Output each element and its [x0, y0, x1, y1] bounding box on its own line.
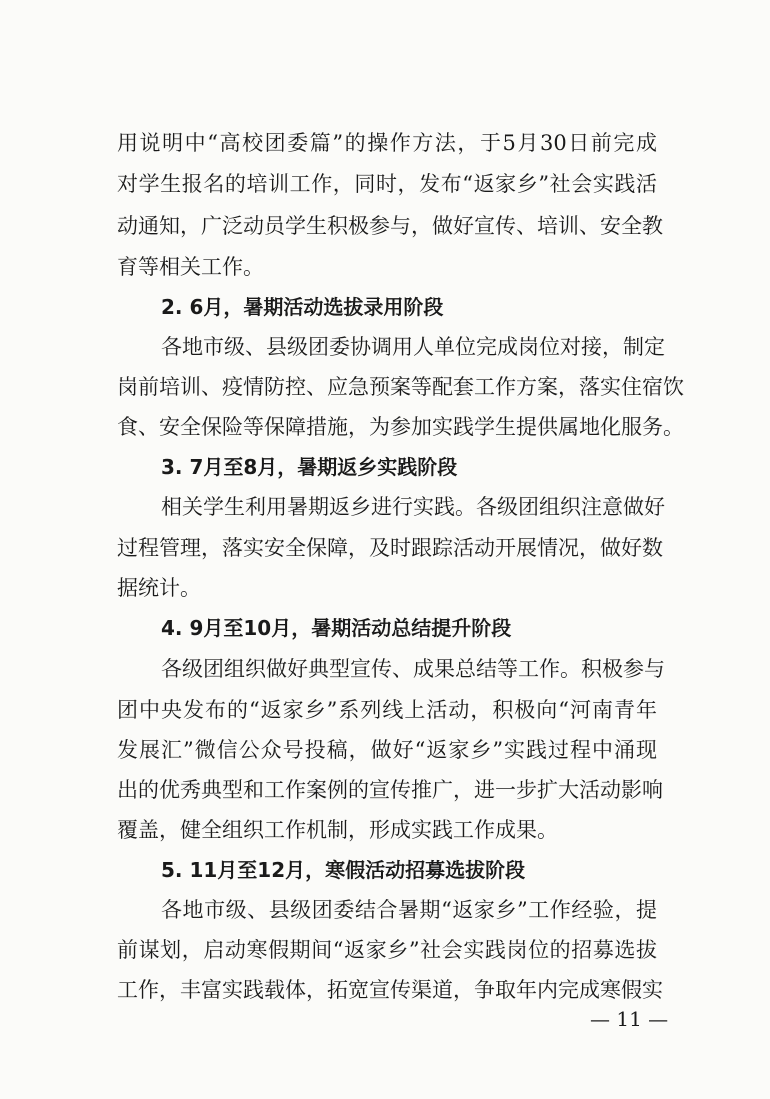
section-heading-3: 3. 7月至8月，暑期返乡实践阶段 [161, 455, 458, 479]
paragraph-line: 各级团组织做好典型宣传、成果总结等工作。积极参与 [161, 657, 665, 681]
paragraph-line: 相关学生利用暑期返乡进行实践。各级团组织注意做好 [161, 495, 665, 519]
paragraph-line: 食、安全保险等保障措施，为参加实践学生提供属地化服务。 [117, 415, 684, 439]
paragraph-line: 发展汇”微信公众号投稿，做好“返家乡”实践过程中涌现 [117, 738, 657, 762]
section-heading-4: 4. 9月至10月，暑期活动总结提升阶段 [161, 616, 512, 640]
paragraph-line: 团中央发布的“返家乡”系列线上活动，积极向“河南青年 [117, 698, 657, 722]
paragraph-line: 用说明中“高校团委篇”的操作方法，于5月30日前完成 [117, 131, 657, 155]
paragraph-line: 岗前培训、疫情防控、应急预案等配套工作方案，落实住宿饮 [117, 375, 684, 399]
paragraph-line: 出的优秀典型和工作案例的宣传推广，进一步扩大活动影响 [117, 778, 663, 802]
paragraph-line: 各地市级、县级团委协调用人单位完成岗位对接，制定 [161, 335, 665, 359]
paragraph-line: 覆盖，健全组织工作机制，形成实践工作成果。 [117, 818, 558, 842]
paragraph-line: 动通知，广泛动员学生积极参与，做好宣传、培训、安全教 [117, 214, 663, 238]
section-heading-5: 5. 11月至12月，寒假活动招募选拔阶段 [161, 858, 526, 882]
section-heading-2: 2. 6月，暑期活动选拔录用阶段 [161, 295, 444, 319]
paragraph-line: 各地市级、县级团委结合暑期“返家乡”工作经验，提 [161, 898, 657, 922]
paragraph-line: 过程管理，落实安全保障，及时跟踪活动开展情况，做好数 [117, 536, 663, 560]
paragraph-line: 育等相关工作。 [117, 255, 264, 279]
paragraph-line: 对学生报名的培训工作，同时，发布“返家乡”社会实践活 [117, 172, 657, 196]
page-number: — 11 — [590, 1007, 669, 1031]
paragraph-line: 据统计。 [117, 576, 201, 600]
paragraph-line: 工作，丰富实践载体，拓宽宣传渠道，争取年内完成寒假实 [117, 978, 663, 1002]
paragraph-line: 前谋划，启动寒假期间“返家乡”社会实践岗位的招募选拔 [117, 938, 657, 962]
